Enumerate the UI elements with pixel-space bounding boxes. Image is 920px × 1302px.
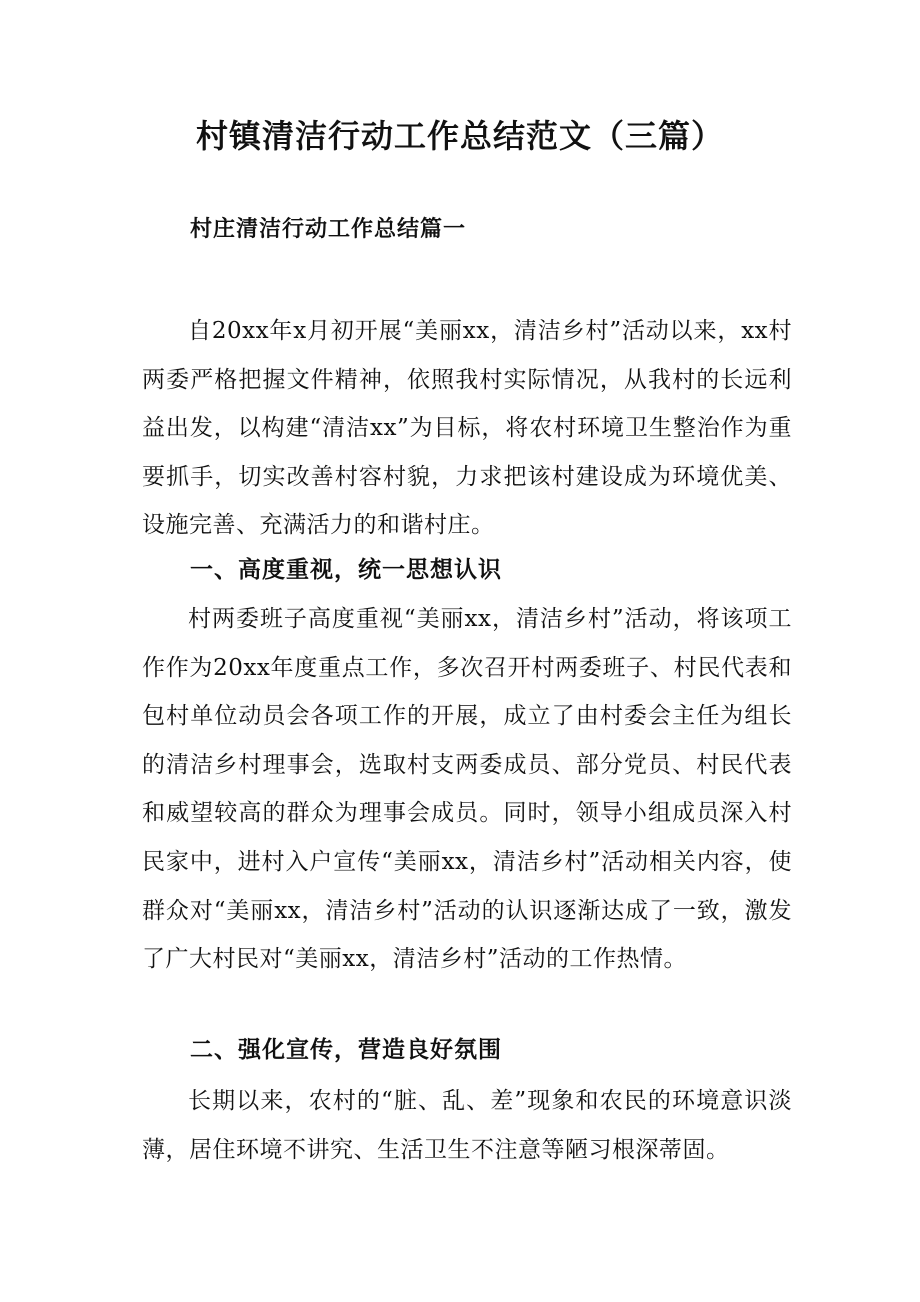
paragraph-2: 村两委班子高度重视“美丽xx，清洁乡村”活动，将该项工作作为20xx年度重点工作，多次召开村两委班子、村民代表和包村单位动员会各项工作的开展，成立了由村委会主任为组长的清洁乡村理事会，选取村支两委成员、部分党员、村民代表和威望较高的群众为理事会成员。同时，领导小组成员深入村民家中，进村入户宣传“美丽xx，清洁乡村”活动相关内容，使群众对“美丽xx，清洁乡村”活动的认识逐渐达成了一致，激发了广大村民对“美丽xx，清洁乡村”活动的工作热情。 bbox=[142, 606, 792, 973]
heading-1: 一、高度重视，统一思想认识 bbox=[190, 557, 502, 583]
section-title: 村庄清洁行动工作总结篇一 bbox=[190, 217, 467, 242]
paragraph-3: 长期以来，农村的“脏、乱、差”现象和农民的环境意识淡薄，居住环境不讲究、生活卫生不注意等陋习根深蒂固。 bbox=[142, 1088, 792, 1163]
paragraph-1: 自20xx年x月初开展“美丽xx，清洁乡村”活动以来，xx村两委严格把握文件精神，依照我村实际情况，从我村的长远利益出发，以构建“清洁xx”为目标，将农村环境卫生整治作为重要抓手，切实改善村容村貌，力求把该村建设成为环境优美、设施完善、充满活力的和谐村庄。 bbox=[142, 318, 792, 539]
document-title: 村镇清洁行动工作总结范文（三篇） bbox=[195, 117, 724, 155]
heading-2: 二、强化宣传，营造良好氛围 bbox=[190, 1037, 502, 1063]
